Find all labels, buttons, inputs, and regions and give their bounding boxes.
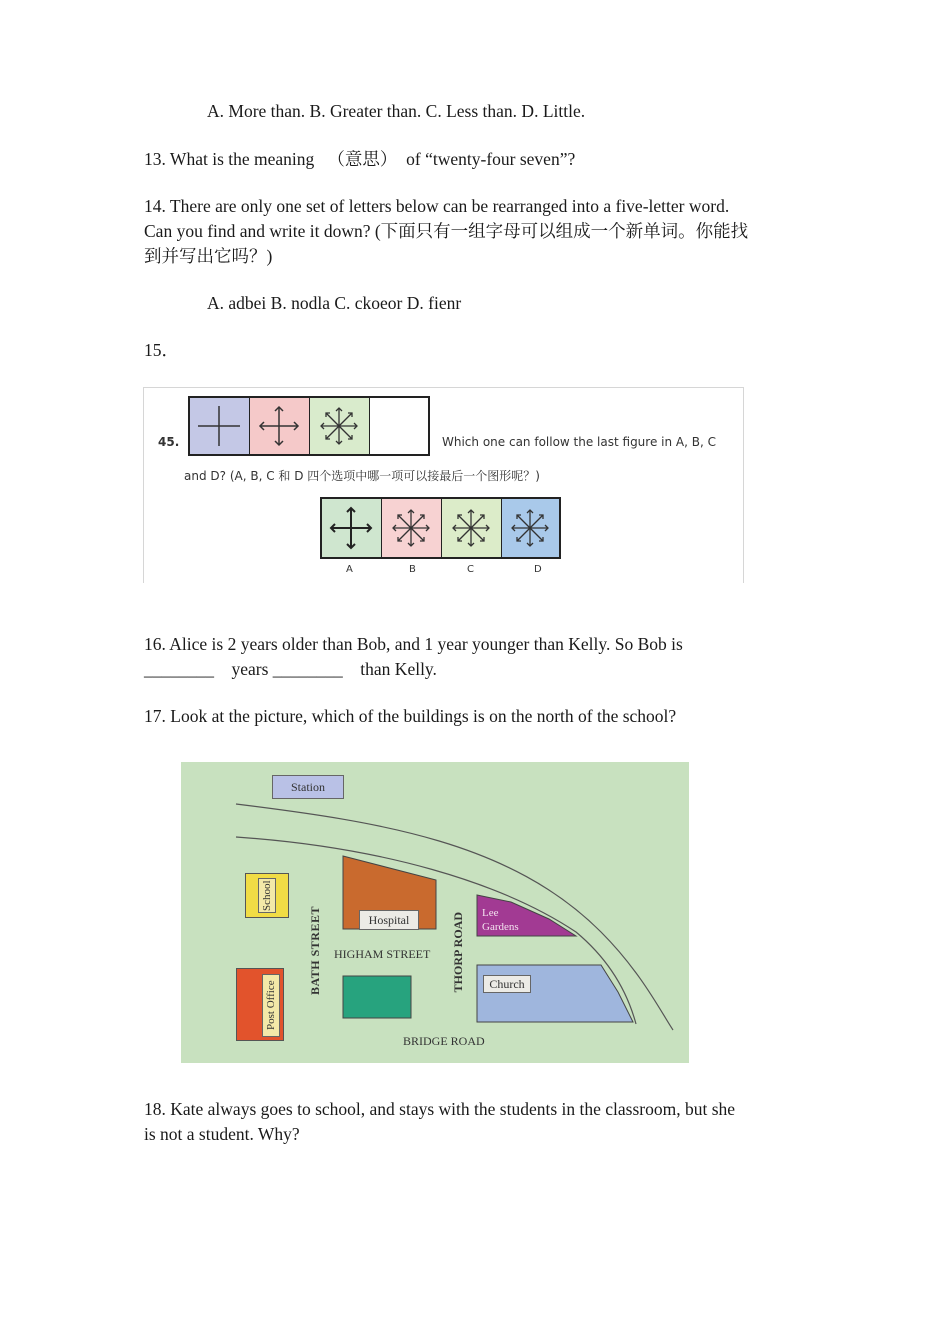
sequence-cell-3 bbox=[310, 398, 370, 454]
eight-arrows-icon bbox=[382, 499, 440, 557]
option-d-label: D bbox=[534, 564, 542, 575]
q14-options: A. adbei B. nodla C. ckoeor D. fienr bbox=[207, 293, 462, 313]
sequence-cell-1 bbox=[190, 398, 250, 454]
cross-icon bbox=[190, 398, 248, 454]
q16-line-1: 16. Alice is 2 years older than Bob, and 1 year younger than Kelly. So Bob is bbox=[144, 634, 683, 654]
eight-arrows-icon bbox=[310, 398, 368, 454]
lee-gardens-label-1: Lee bbox=[482, 907, 499, 919]
higham-street-label: HIGHAM STREET bbox=[334, 947, 431, 961]
bridge-road-label: BRIDGE ROAD bbox=[403, 1034, 485, 1048]
sequence-cell-2 bbox=[250, 398, 310, 454]
option-a-cell[interactable] bbox=[322, 499, 382, 557]
thorp-road-label: THORP ROAD bbox=[451, 912, 465, 993]
q14-line-1: 14. There are only one set of letters below can be rearranged into a five-letter word. bbox=[144, 196, 730, 216]
figure-prompt-line-2: and D? (A, B, C 和 D 四个选项中哪一项可以接最后一个图形呢？) bbox=[184, 469, 540, 483]
q18-line-1: 18. Kate always goes to school, and stays with the students in the classroom, but she bbox=[144, 1099, 736, 1119]
school-label: School bbox=[258, 878, 276, 913]
station-label: Station bbox=[272, 775, 344, 799]
option-d-cell[interactable] bbox=[502, 499, 559, 557]
q17-map bbox=[181, 762, 689, 1063]
post-office-label: Post Office bbox=[262, 974, 280, 1037]
option-b-label: B bbox=[409, 564, 416, 575]
q13-question: 13. What is the meaning （意思） of “twenty-four seven”? bbox=[144, 149, 576, 169]
four-arrows-icon bbox=[322, 499, 380, 557]
option-c-label: C bbox=[467, 564, 474, 575]
q14-line-2: Can you find and write it down? (下面只有一组字母可以组成一个新单词。你能找 bbox=[144, 221, 749, 241]
q18-line-2: is not a student. Why? bbox=[144, 1124, 300, 1144]
lee-gardens-label-2: Gardens bbox=[482, 921, 519, 933]
option-b-cell[interactable] bbox=[382, 499, 442, 557]
q12-options: A. More than. B. Greater than. C. Less than. D. Little. bbox=[207, 101, 586, 121]
q14-line-3: 到并写出它吗？) bbox=[144, 246, 273, 266]
eight-arrows-icon bbox=[502, 499, 559, 557]
q17-question: 17. Look at the picture, which of the buildings is on the north of the school? bbox=[144, 706, 677, 726]
q15-number: 15． bbox=[144, 340, 179, 360]
bath-street-label: BATH STREET bbox=[308, 906, 322, 995]
sequence-row bbox=[188, 396, 430, 456]
eight-arrows-icon bbox=[442, 499, 500, 557]
figure-number: 45. bbox=[158, 435, 180, 449]
options-row bbox=[320, 497, 561, 559]
hospital-label: Hospital bbox=[359, 910, 419, 930]
four-arrows-icon bbox=[250, 398, 308, 454]
q16-line-2: ________ years ________ than Kelly. bbox=[144, 659, 437, 679]
figure-prompt-line-1: Which one can follow the last figure in A, B, C bbox=[442, 435, 716, 449]
option-a-label: A bbox=[346, 564, 353, 575]
post-office-building bbox=[236, 968, 284, 1041]
option-c-cell[interactable] bbox=[442, 499, 502, 557]
church-label: Church bbox=[483, 975, 531, 993]
q15-figure bbox=[143, 387, 744, 583]
school-building bbox=[245, 873, 289, 918]
sequence-cell-empty bbox=[370, 398, 428, 454]
